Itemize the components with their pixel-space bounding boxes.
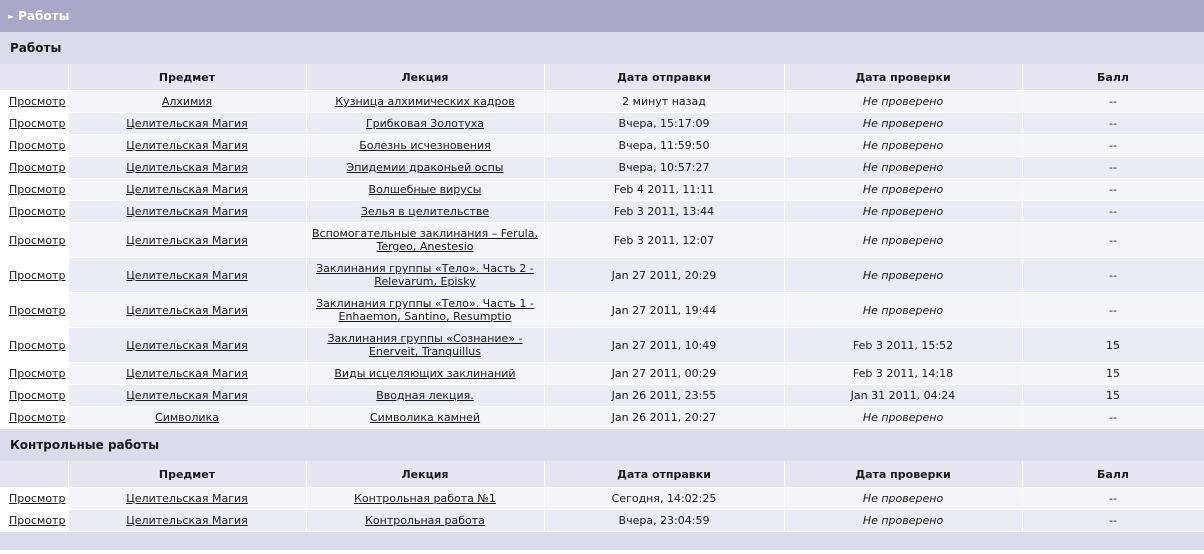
score-cell [1022, 113, 1204, 135]
subject-link-cell [68, 113, 306, 135]
score-cell [1022, 407, 1204, 429]
sent-date: Вчера, 23:04:59 [618, 514, 710, 527]
lecture-link-cell [306, 179, 544, 201]
score-cell [1022, 510, 1204, 532]
checked-date-cell [784, 385, 1022, 407]
column-header-subject: Предмет [68, 461, 306, 488]
view-link-cell [0, 113, 68, 135]
checked-date-cell [784, 201, 1022, 223]
checked-date: Feb 3 2011, 14:18 [852, 367, 954, 380]
table-header-row [0, 461, 1204, 488]
sent-date-cell [544, 328, 784, 363]
checked-date: Не проверено [862, 303, 944, 317]
subject-link-cell [68, 201, 306, 223]
subject-link[interactable]: Целительская Магия [126, 183, 248, 196]
score: 15 [1106, 338, 1120, 352]
column-header-view [0, 461, 68, 488]
table-row [0, 407, 1204, 429]
sent-date: Jan 27 2011, 19:44 [611, 303, 717, 317]
sent-date-cell [544, 385, 784, 407]
lecture-link[interactable]: Кузница алхимических кадров [335, 95, 515, 108]
subject-link[interactable]: Целительская Магия [126, 117, 248, 130]
checked-date-cell [784, 258, 1022, 293]
section-title-tests: Контрольные работы [0, 429, 1204, 461]
checked-date-cell [784, 113, 1022, 135]
view-link-cell [0, 328, 68, 363]
lecture-link[interactable]: Эпидемии драконьей оспы [346, 161, 504, 174]
table-row [0, 258, 1204, 293]
lecture-link[interactable]: Контрольная работа [365, 514, 485, 527]
view-link[interactable]: Просмотр [9, 117, 66, 130]
sent-date-cell [544, 258, 784, 293]
lecture-link[interactable]: Волшебные вирусы [368, 183, 482, 196]
column-header-score: Балл [1022, 64, 1204, 91]
checked-date: Не проверено [862, 233, 944, 247]
subject-link[interactable]: Целительская Магия [126, 161, 248, 174]
checked-date: Не проверено [862, 139, 944, 152]
view-link[interactable]: Просмотр [9, 268, 66, 282]
sent-date-cell [544, 293, 784, 328]
sent-date: Вчера, 15:17:09 [618, 117, 710, 130]
subject-link[interactable]: Целительская Магия [126, 205, 248, 218]
view-link-cell [0, 510, 68, 532]
column-header-sent-date: Дата отправки [544, 64, 784, 91]
lecture-link[interactable]: Заклинания группы «Тело». Часть 1 - Enhaemon, Santino, Resumptio [316, 297, 534, 323]
lecture-link-cell [306, 135, 544, 157]
triangle-right-icon: ► [8, 11, 15, 21]
lecture-link-cell [306, 510, 544, 532]
score: -- [1109, 95, 1117, 108]
view-link-cell [0, 293, 68, 328]
subject-link-cell [68, 385, 306, 407]
lecture-link-cell [306, 258, 544, 293]
subject-link-cell [68, 328, 306, 363]
column-header-score: Балл [1022, 461, 1204, 488]
table-row [0, 510, 1204, 532]
lecture-link[interactable]: Грибковая Золотуха [365, 117, 485, 130]
checked-date-cell [784, 91, 1022, 113]
checked-date: Не проверено [862, 205, 944, 218]
score: -- [1109, 268, 1117, 282]
view-link[interactable]: Просмотр [9, 205, 66, 218]
score: -- [1109, 205, 1117, 218]
lecture-link-cell [306, 157, 544, 179]
tests-table-body [0, 488, 1204, 532]
score-cell [1022, 363, 1204, 385]
view-link[interactable]: Просмотр [9, 233, 66, 247]
view-link-cell [0, 157, 68, 179]
lecture-link[interactable]: Заклинания группы «Сознание» - Enerveit, Tranquillus [327, 332, 523, 358]
view-link-cell [0, 488, 68, 510]
lecture-link[interactable]: Виды исцеляющих заклинаний [334, 367, 516, 380]
subject-link-cell [68, 223, 306, 258]
table-row [0, 488, 1204, 510]
tests-table [0, 461, 1204, 532]
subject-link-cell [68, 258, 306, 293]
score-cell [1022, 385, 1204, 407]
subject-link[interactable]: Целительская Магия [126, 338, 248, 352]
lecture-link-cell [306, 363, 544, 385]
score: -- [1109, 233, 1117, 247]
checked-date: Не проверено [862, 411, 944, 424]
sent-date: Jan 27 2011, 10:49 [611, 338, 717, 352]
sent-date: 2 минут назад [622, 95, 706, 108]
checked-date-cell [784, 157, 1022, 179]
table-row [0, 157, 1204, 179]
subject-link[interactable]: Целительская Магия [126, 492, 248, 505]
score-cell [1022, 91, 1204, 113]
view-link-cell [0, 201, 68, 223]
score-cell [1022, 258, 1204, 293]
checked-date-cell [784, 293, 1022, 328]
table-row [0, 363, 1204, 385]
table-row [0, 179, 1204, 201]
sent-date: Вчера, 10:57:27 [618, 161, 710, 174]
lecture-link-cell [306, 385, 544, 407]
sent-date: Jan 27 2011, 00:29 [611, 367, 717, 380]
score: -- [1109, 139, 1117, 152]
lecture-link-cell [306, 223, 544, 258]
table-row [0, 201, 1204, 223]
lecture-link[interactable]: Заклинания группы «Тело». Часть 2 - Relevarum, Episky [316, 262, 534, 288]
sent-date: Feb 3 2011, 13:44 [613, 205, 715, 218]
score-cell [1022, 293, 1204, 328]
view-link[interactable]: Просмотр [9, 95, 66, 108]
score-cell [1022, 135, 1204, 157]
sent-date: Feb 3 2011, 12:07 [613, 233, 715, 247]
subject-link[interactable]: Символика [155, 411, 219, 424]
section-title-works: Работы [0, 32, 1204, 64]
checked-date: Не проверено [862, 492, 944, 505]
column-header-view [0, 64, 68, 91]
subject-link-cell [68, 293, 306, 328]
score-cell [1022, 328, 1204, 363]
subject-link[interactable]: Целительская Магия [126, 303, 248, 317]
view-link-cell [0, 91, 68, 113]
view-link-cell [0, 407, 68, 429]
score-cell [1022, 488, 1204, 510]
sent-date: Jan 26 2011, 20:27 [611, 411, 717, 424]
lecture-link[interactable]: Вспомогательные заклинания – Ferula, Tergeo, Anestesio [312, 227, 538, 253]
table-header-row [0, 64, 1204, 91]
sent-date-cell [544, 157, 784, 179]
column-header-lecture: Лекция [306, 64, 544, 91]
score: 15 [1106, 367, 1120, 380]
sent-date-cell [544, 510, 784, 532]
sent-date-cell [544, 363, 784, 385]
table-row [0, 293, 1204, 328]
checked-date: Jan 31 2011, 04:24 [850, 389, 956, 402]
table-row [0, 328, 1204, 363]
table-row [0, 385, 1204, 407]
sent-date: Вчера, 11:59:50 [618, 139, 710, 152]
checked-date-cell [784, 407, 1022, 429]
view-link[interactable]: Просмотр [9, 161, 66, 174]
panel-title: Работы [18, 9, 70, 23]
checked-date: Не проверено [862, 95, 944, 108]
view-link-cell [0, 385, 68, 407]
table-row [0, 113, 1204, 135]
score: -- [1109, 303, 1117, 317]
view-link-cell [0, 135, 68, 157]
subject-link[interactable]: Целительская Магия [126, 139, 248, 152]
lecture-link[interactable]: Контрольная работа №1 [354, 492, 496, 505]
lecture-link-cell [306, 113, 544, 135]
score: -- [1109, 411, 1117, 424]
lecture-link-cell [306, 407, 544, 429]
lecture-link-cell [306, 293, 544, 328]
lecture-link-cell [306, 91, 544, 113]
lecture-link[interactable]: Болезнь исчезновения [359, 139, 491, 152]
checked-date: Не проверено [862, 268, 944, 282]
score-cell [1022, 179, 1204, 201]
sent-date: Jan 27 2011, 20:29 [611, 268, 717, 282]
sent-date-cell [544, 407, 784, 429]
subject-link-cell [68, 407, 306, 429]
column-header-lecture: Лекция [306, 461, 544, 488]
sent-date-cell [544, 223, 784, 258]
view-link-cell [0, 179, 68, 201]
score-cell [1022, 157, 1204, 179]
checked-date: Не проверено [862, 117, 944, 130]
lecture-link-cell [306, 488, 544, 510]
checked-date: Не проверено [862, 183, 944, 196]
column-header-sent-date: Дата отправки [544, 461, 784, 488]
score-cell [1022, 223, 1204, 258]
sent-date-cell [544, 179, 784, 201]
subject-link-cell [68, 157, 306, 179]
view-link-cell [0, 223, 68, 258]
view-link[interactable]: Просмотр [9, 183, 66, 196]
view-link[interactable]: Просмотр [9, 492, 66, 505]
works-table-body [0, 91, 1204, 429]
subject-link-cell [68, 363, 306, 385]
score-cell [1022, 201, 1204, 223]
subject-link[interactable]: Целительская Магия [126, 514, 248, 527]
subject-link[interactable]: Целительская Магия [126, 268, 248, 282]
checked-date-cell [784, 135, 1022, 157]
subject-link[interactable]: Целительская Магия [126, 367, 248, 380]
column-header-subject: Предмет [68, 64, 306, 91]
checked-date: Feb 3 2011, 15:52 [852, 338, 954, 352]
subject-link-cell [68, 179, 306, 201]
checked-date-cell [784, 328, 1022, 363]
checked-date-cell [784, 363, 1022, 385]
checked-date-cell [784, 179, 1022, 201]
score: -- [1109, 117, 1117, 130]
score: -- [1109, 492, 1117, 505]
checked-date-cell [784, 223, 1022, 258]
panel-header[interactable] [0, 0, 1204, 32]
works-table [0, 64, 1204, 429]
lecture-link[interactable]: Зелья в целительстве [360, 205, 490, 218]
sent-date: Feb 4 2011, 11:11 [613, 183, 715, 196]
score: 15 [1106, 389, 1120, 402]
column-header-checked-date: Дата проверки [784, 461, 1022, 488]
subject-link-cell [68, 91, 306, 113]
lecture-link-cell [306, 328, 544, 363]
subject-link-cell [68, 510, 306, 532]
score: -- [1109, 183, 1117, 196]
sent-date-cell [544, 135, 784, 157]
score: -- [1109, 161, 1117, 174]
sent-date-cell [544, 113, 784, 135]
lecture-link-cell [306, 201, 544, 223]
subject-link[interactable]: Алхимия [161, 95, 213, 108]
view-link[interactable]: Просмотр [9, 139, 66, 152]
checked-date-cell [784, 510, 1022, 532]
checked-date-cell [784, 488, 1022, 510]
view-link[interactable]: Просмотр [9, 514, 66, 527]
next-section-bar [0, 532, 1204, 550]
table-row [0, 91, 1204, 113]
sent-date: Jan 26 2011, 23:55 [611, 389, 717, 402]
checked-date: Не проверено [862, 161, 944, 174]
subject-link-cell [68, 135, 306, 157]
sent-date: Сегодня, 14:02:25 [611, 492, 717, 505]
view-link[interactable]: Просмотр [9, 389, 66, 402]
view-link[interactable]: Просмотр [9, 338, 66, 352]
table-row [0, 223, 1204, 258]
column-header-checked-date: Дата проверки [784, 64, 1022, 91]
lecture-link[interactable]: Символика камней [369, 411, 481, 424]
view-link[interactable]: Просмотр [9, 367, 66, 380]
view-link-cell [0, 258, 68, 293]
view-link[interactable]: Просмотр [9, 303, 66, 317]
table-row [0, 135, 1204, 157]
sent-date-cell [544, 201, 784, 223]
sent-date-cell [544, 91, 784, 113]
subject-link[interactable]: Целительская Магия [126, 389, 248, 402]
subject-link[interactable]: Целительская Магия [126, 233, 248, 247]
sent-date-cell [544, 488, 784, 510]
checked-date: Не проверено [862, 514, 944, 527]
view-link[interactable]: Просмотр [9, 411, 66, 424]
score: -- [1109, 514, 1117, 527]
view-link-cell [0, 363, 68, 385]
lecture-link[interactable]: Вводная лекция. [376, 389, 474, 402]
subject-link-cell [68, 488, 306, 510]
